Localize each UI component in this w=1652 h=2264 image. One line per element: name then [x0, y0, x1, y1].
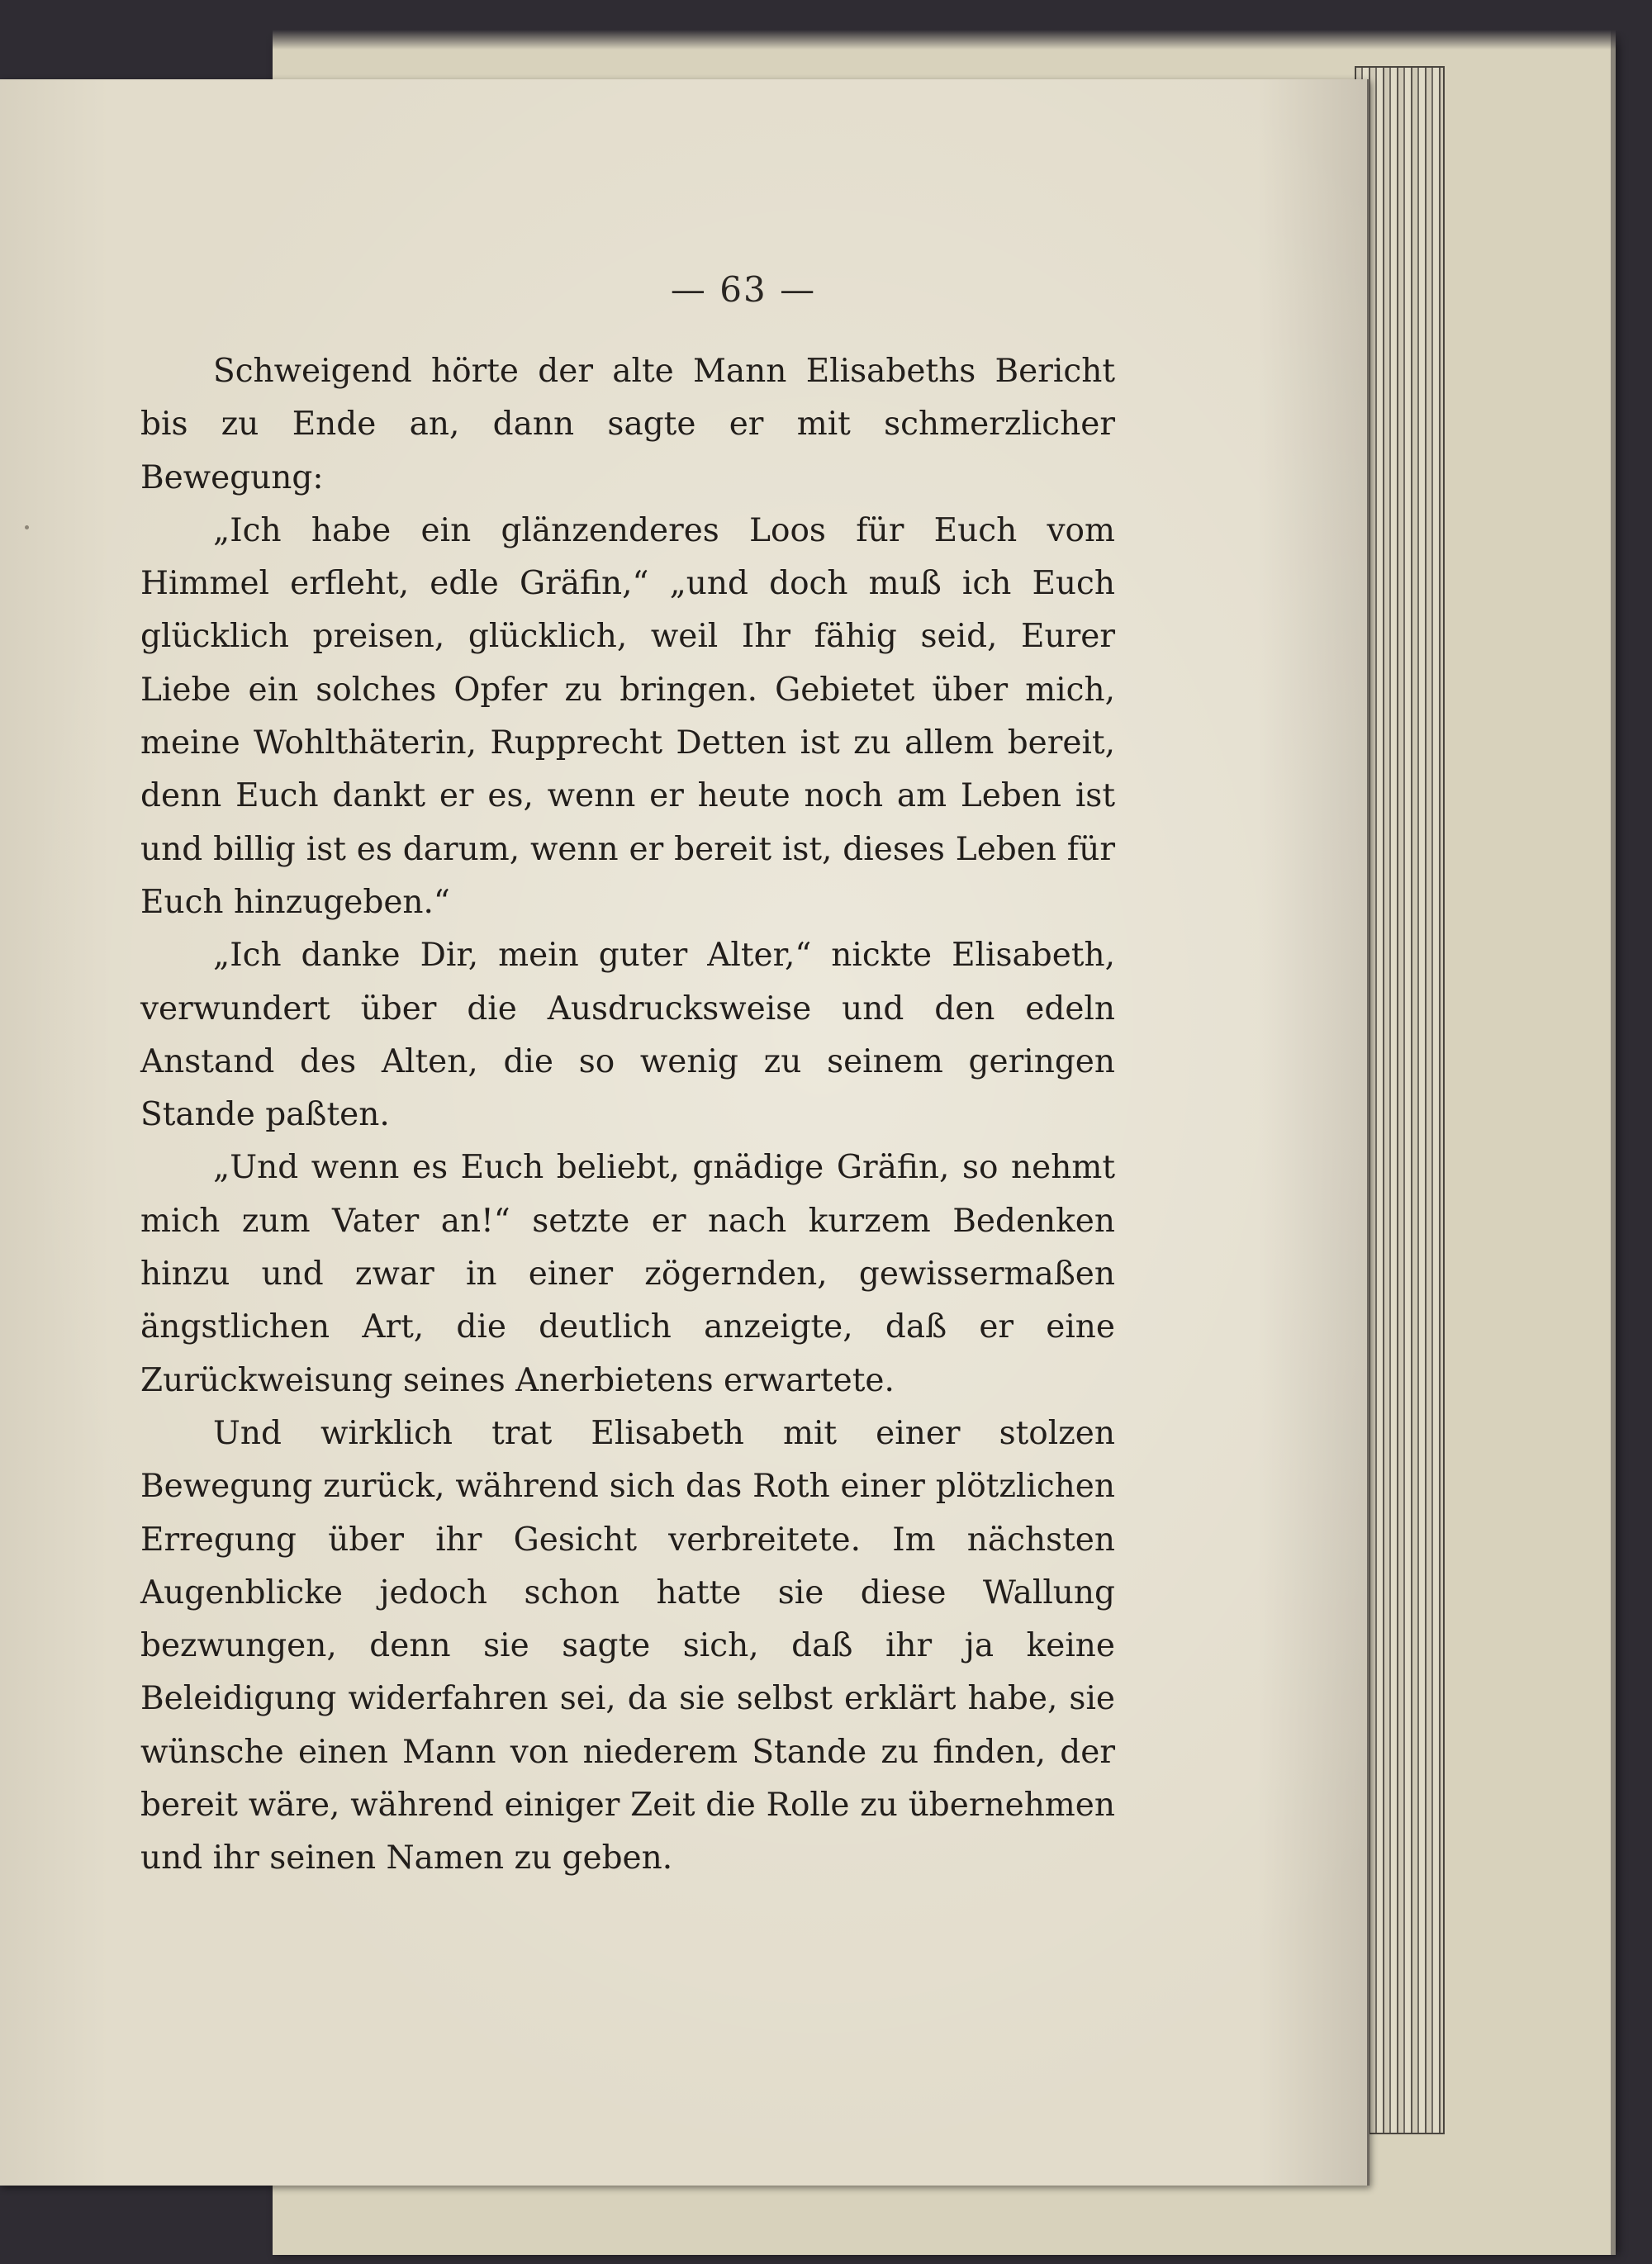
page-number: — 63 —	[670, 269, 817, 310]
paragraph: Schweigend hörte der alte Mann Elisabeths Bericht bis zu Ende an, dann sagte er mit schmerzlicher Bewegung:	[140, 353, 1115, 496]
book-page	[0, 79, 1370, 2186]
paragraph: „Ich danke Dir, mein guter Alter,“ nickte Elisabeth, verwundert über die Ausdrucksweise und den edeln Anstand des Alten, die so wenig zu seinem geringen Stande paßten.	[140, 937, 1115, 1134]
paragraph: Und wirklich trat Elisabeth mit einer stolzen Bewegung zurück, während sich das Roth einer plötzlichen Erregung über ihr Gesicht verbreitete. Im nächsten Augenblicke jedoch schon hatte sie diese Wallung bezwungen, denn sie sagte sich, daß ihr ja keine Beleidigung widerfahren sei, da sie selbst erklärt habe, sie wünsche einen Mann von niederem Stande zu finden, der bereit wäre, während einiger Zeit die Rolle zu übernehmen und ihr seinen Namen zu geben.	[140, 1414, 1115, 1877]
dust-speck	[25, 525, 29, 529]
body-text	[140, 345, 1115, 1886]
paragraph: „Ich habe ein glänzenderes Loos für Euch vom Himmel erfleht, edle Gräfin,“ „und doch muß ich Euch glücklich preisen, glücklich, weil Ihr fähig seid, Eurer Liebe ein solches Opfer zu bringen. Gebietet über mich, meine Wohlthäterin, Rupprecht Detten ist zu allem bereit, denn Euch dankt er es, wenn er heute noch am Leben ist und billig ist es darum, wenn er bereit ist, dieses Leben für Euch hinzugeben.“	[140, 511, 1115, 921]
top-shadow	[0, 0, 1652, 50]
paragraph: „Und wenn es Euch beliebt, gnädige Gräfin, so nehmt mich zum Vater an!“ setzte er nach kurzem Bedenken hinzu und zwar in einer zögernden, gewissermaßen ängstlichen Art, die deutlich anzeigte, daß er eine Zurückweisung seines Anerbietens erwartete.	[140, 1149, 1115, 1399]
